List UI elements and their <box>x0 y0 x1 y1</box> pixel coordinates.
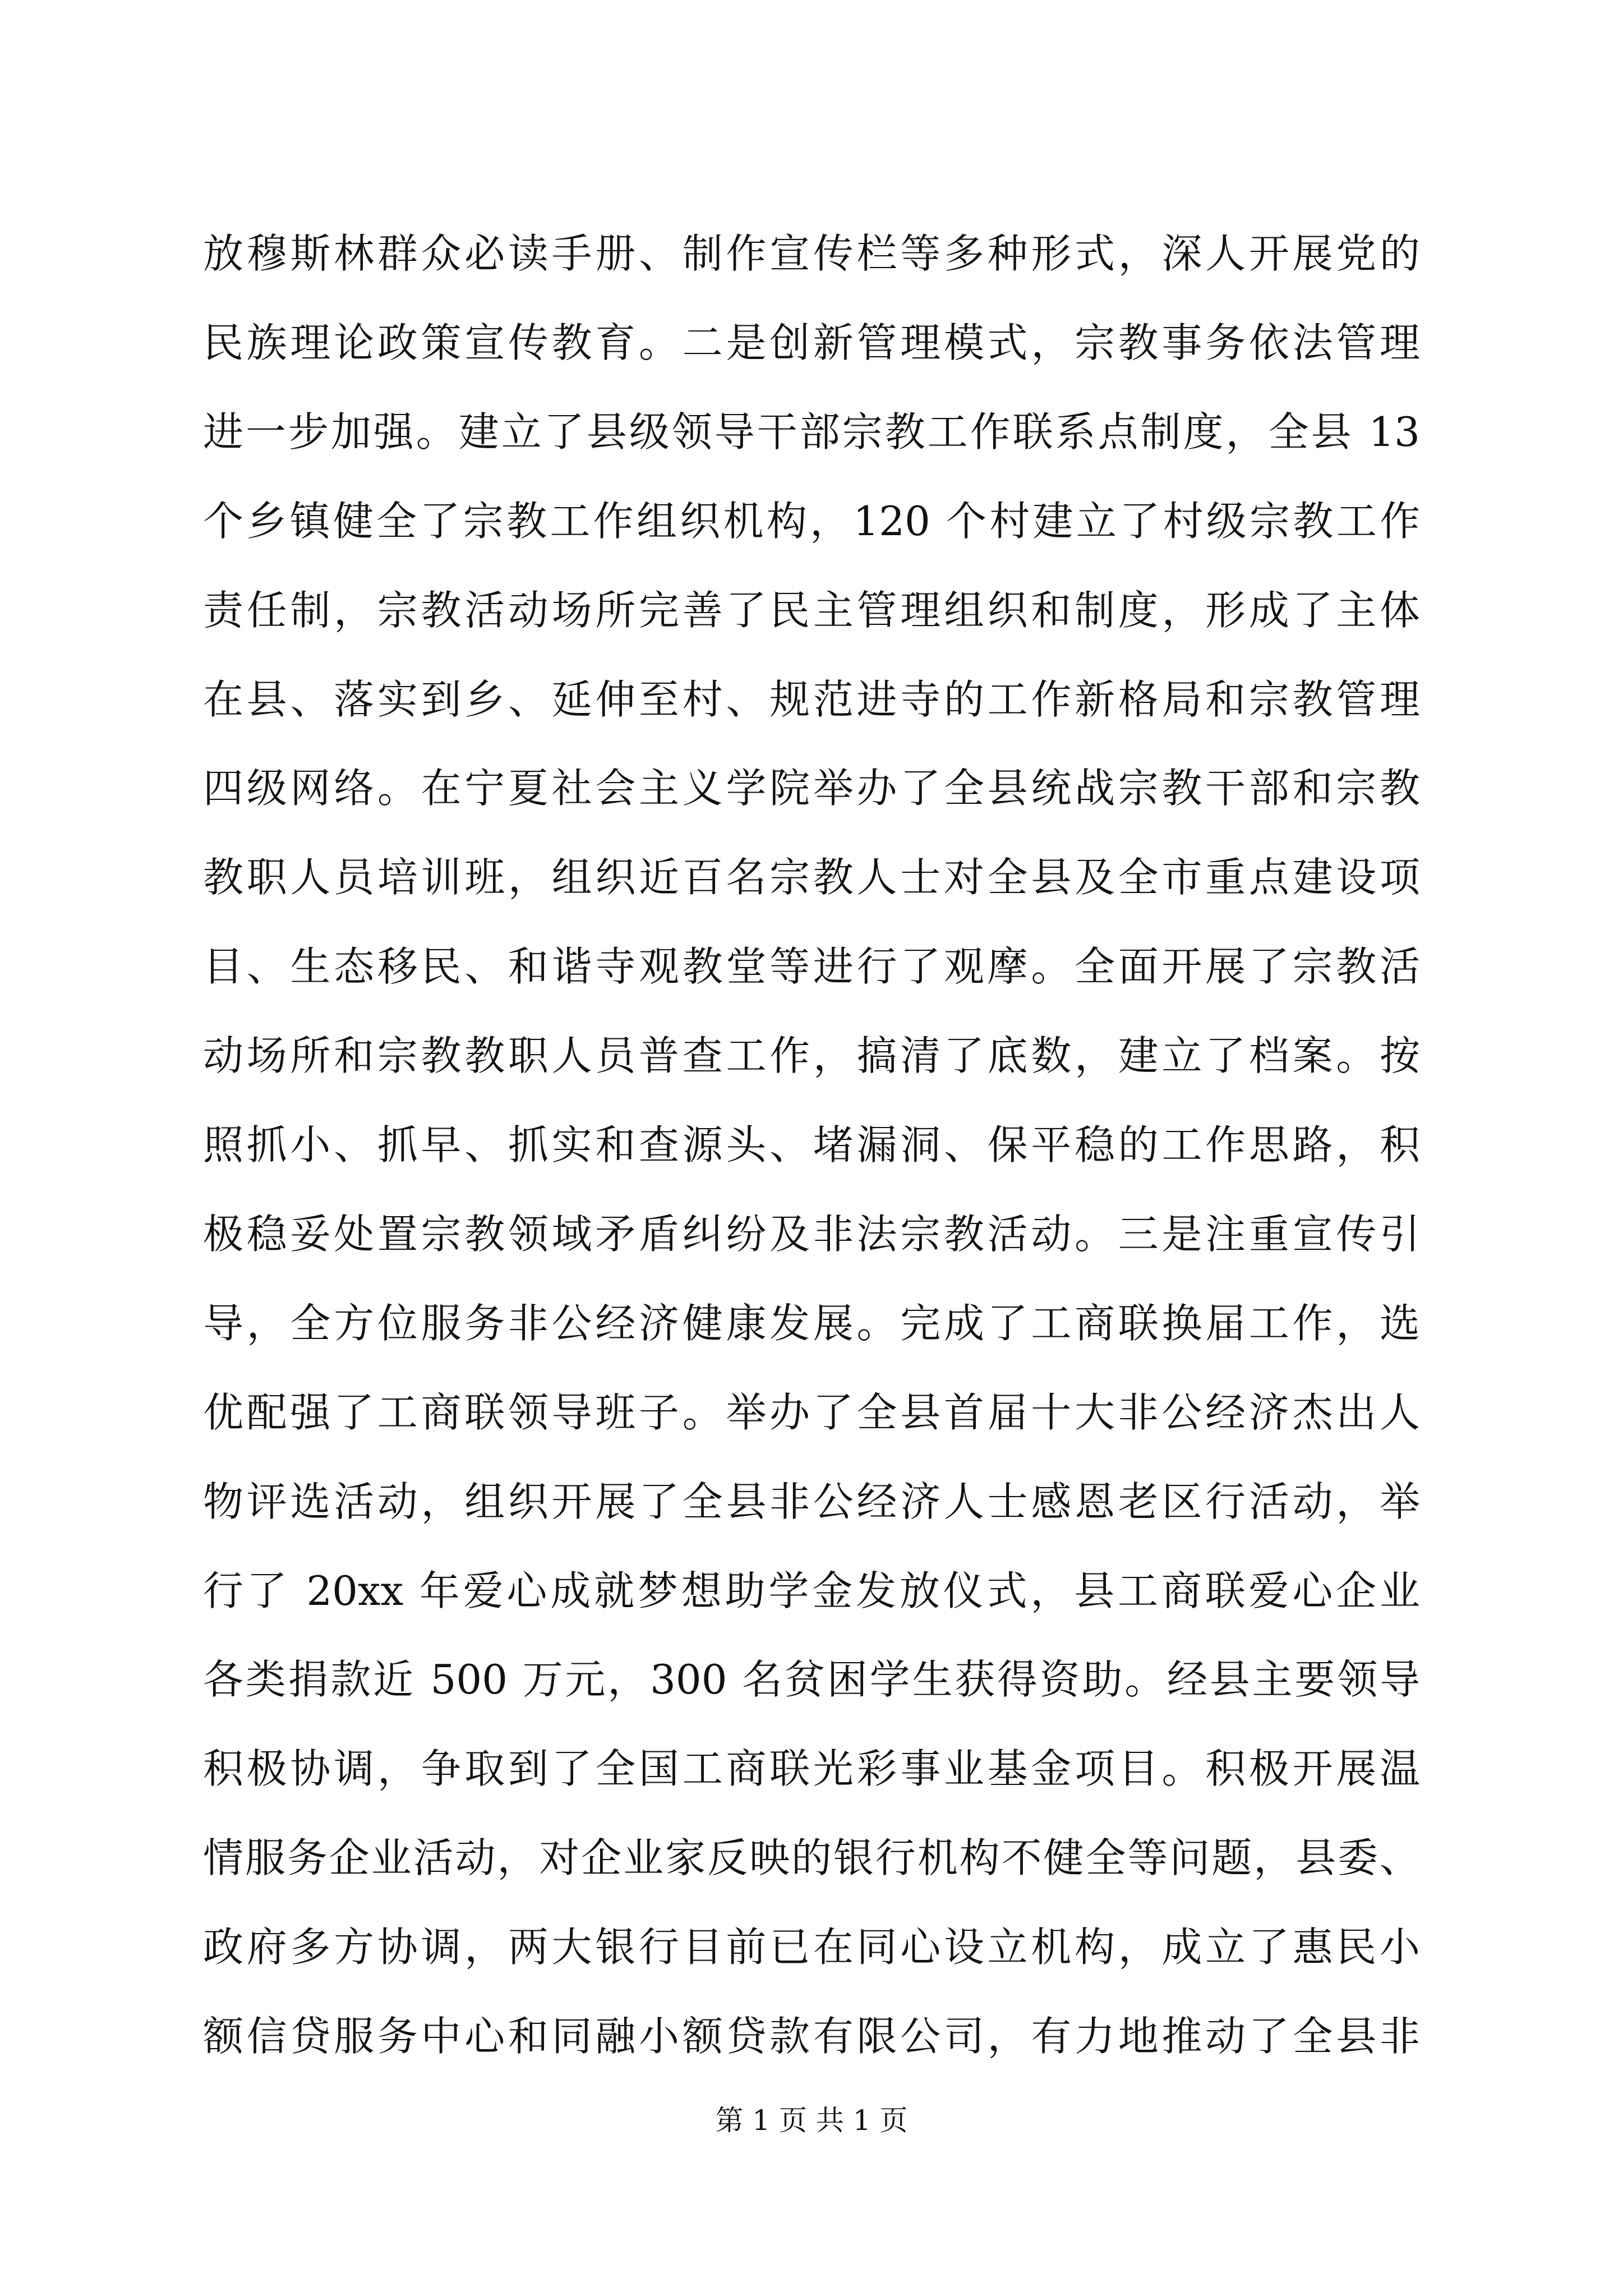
text-line: 额信贷服务中心和同融小额贷款有限公司，有力地推动了全县非 <box>203 2013 1420 2060</box>
text-line: 各类捐款近 500 万元，300 名贫困学生获得资助。经县主要领导 <box>203 1656 1420 1703</box>
text-line: 政府多方协调，两大银行目前已在同心设立机构，成立了惠民小 <box>203 1924 1420 1971</box>
text-line: 四级网络。在宁夏社会主义学院举办了全县统战宗教干部和宗教 <box>203 765 1420 812</box>
text-line: 行了 20xx 年爱心成就梦想助学金发放仪式，县工商联爱心企业 <box>203 1567 1420 1614</box>
text-line: 积极协调，争取到了全国工商联光彩事业基金项目。积极开展温 <box>203 1745 1420 1792</box>
text-line: 个乡镇健全了宗教工作组织机构，120 个村建立了村级宗教工作 <box>203 498 1420 545</box>
text-line: 目、生态移民、和谐寺观教堂等进行了观摩。全面开展了宗教活 <box>203 943 1420 990</box>
text-line: 情服务企业活动，对企业家反映的银行机构不健全等问题，县委、 <box>203 1834 1420 1881</box>
text-line: 放穆斯林群众必读手册、制作宣传栏等多种形式，深人开展党的 <box>203 230 1420 277</box>
text-line: 教职人员培训班，组织近百名宗教人士对全县及全市重点建设项 <box>203 854 1420 901</box>
text-line: 照抓小、抓早、抓实和查源头、堵漏洞、保平稳的工作思路，积 <box>203 1121 1420 1168</box>
text-line: 极稳妥处置宗教领域矛盾纠纷及非法宗教活动。三是注重宣传引 <box>203 1211 1420 1258</box>
text-line: 在县、落实到乡、延伸至村、规范进寺的工作新格局和宗教管理 <box>203 676 1420 723</box>
text-line: 导，全方位服务非公经济健康发展。完成了工商联换届工作，选 <box>203 1300 1420 1347</box>
text-line: 物评选活动，组织开展了全县非公经济人士感恩老区行活动，举 <box>203 1478 1420 1525</box>
text-line: 民族理论政策宣传教育。二是创新管理模式，宗教事务依法管理 <box>203 319 1420 366</box>
text-line: 动场所和宗教教职人员普查工作，搞清了底数，建立了档案。按 <box>203 1032 1420 1079</box>
text-line: 进一步加强。建立了县级领导干部宗教工作联系点制度，全县 13 <box>203 408 1420 455</box>
page-footer: 第 1 页 共 1 页 <box>715 2104 908 2137</box>
text-line: 优配强了工商联领导班子。举办了全县首届十大非公经济杰出人 <box>203 1389 1420 1436</box>
text-line: 责任制，宗教活动场所完善了民主管理组织和制度，形成了主体 <box>203 587 1420 634</box>
